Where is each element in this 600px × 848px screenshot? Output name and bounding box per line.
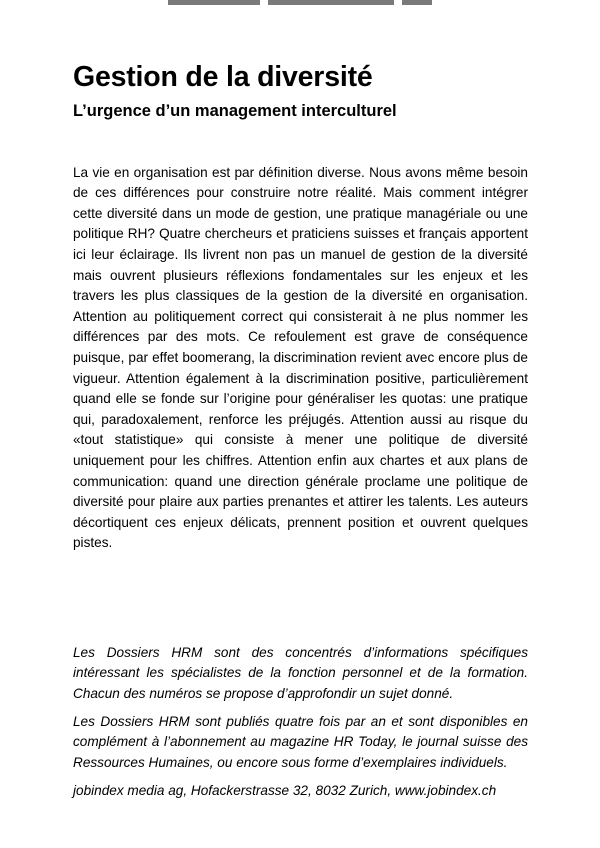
footer-paragraph-2: Les Dossiers HRM sont publiés quatre fois par an et sont disponibles en complément à l’abonnement au magazine HR Today, le journal suisse des Ressources Humaines, ou encore sous forme d’exemplaires individuels. <box>73 713 528 770</box>
page-edge-segment <box>268 0 394 5</box>
page-edge-segment <box>168 0 260 5</box>
abstract-paragraph: La vie en organisation est par définition diverse. Nous avons même besoin de ces différences pour construire notre réalité. Mais comment intégrer cette diversité dans un mode de gestion, une pratique managériale ou une politique RH? Quatre chercheurs et praticiens suisses et français apportent ici leur éclairage. Ils livrent non pas un manuel de gestion de la diversité mais ouvrent plusieurs réflexions fondamentales sur les enjeux et les travers les plus classiques de la gestion de la diversité en organisation. Attention au politiquement correct qui consisterait à ne plus nommer les différences par des mots. Ce refoulement est grave de conséquence puisque, par effet boomerang, la discrimination revient avec encore plus de vigueur. Attention également à la discrimination positive, particulièrement quand elle se fonde sur l’origine pour généraliser les quotas: une pratique qui, paradoxalement, renforce les préjugés. Attention aussi au risque du «tout statistique» qui consiste à mener une politique de diversité uniquement pour les chiffres. Attention enfin aux chartes et aux plans de communication: quand une direction générale proclame une politique de diversité pour plaire aux parties prenantes et attirer les talents. Les auteurs décortiquent ces enjeux délicats, prennent position et ouvrent quelques pistes. <box>73 164 528 551</box>
page-title: Gestion de la diversité <box>73 61 373 93</box>
page-subtitle: L’urgence d’un management interculturel <box>73 102 397 120</box>
page-edge-segment <box>402 0 432 5</box>
page-edge-strip <box>0 0 600 5</box>
footer-paragraph-1: Les Dossiers HRM sont des concentrés d’informations spécifiques intéressant les spécialistes de la fonction personnel et de la formation. Chacun des numéros se propose d’approfondir un sujet donné. <box>73 644 528 701</box>
publisher-imprint: jobindex media ag, Hofackerstrasse 32, 8032 Zurich, www.jobindex.ch <box>73 782 497 798</box>
